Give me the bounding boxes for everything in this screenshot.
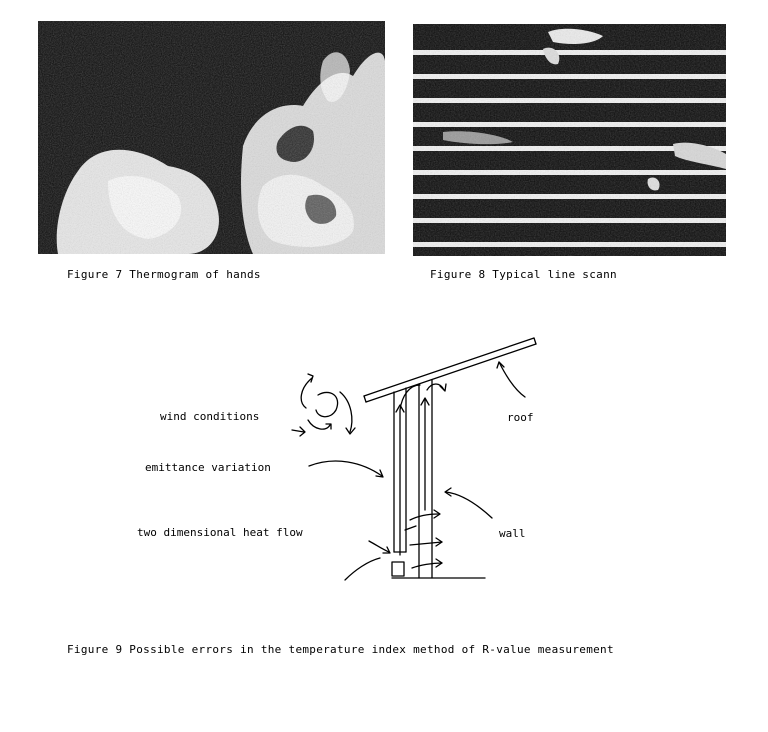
heat-flow-label: two dimensional heat flow — [137, 526, 303, 539]
emittance-leader-arrow — [309, 461, 382, 476]
wall-leader-arrow — [446, 492, 492, 518]
figure-7-thermogram-image — [38, 21, 385, 254]
lower-leader-arrow — [345, 558, 380, 580]
heat-flow-arrows — [396, 384, 446, 568]
wind-conditions-label: wind conditions — [160, 410, 260, 423]
figure-8-caption: Figure 8 Typical line scann — [430, 268, 617, 281]
wind-arrows — [292, 374, 355, 436]
figure-9-diagram — [0, 290, 768, 610]
wall-shape — [392, 380, 485, 578]
roof-leader-arrow — [499, 362, 525, 397]
figure-8-line-scan-image — [413, 24, 726, 256]
figure-7-caption: Figure 7 Thermogram of hands — [67, 268, 261, 281]
wall-label: wall — [499, 527, 526, 540]
heat-flow-leader-arrow — [369, 541, 389, 552]
figure-9-caption: Figure 9 Possible errors in the temperature index method of R-value measurement — [67, 643, 614, 656]
emittance-variation-label: emittance variation — [145, 461, 271, 474]
roof-shape — [364, 338, 536, 402]
roof-label: roof — [507, 411, 534, 424]
